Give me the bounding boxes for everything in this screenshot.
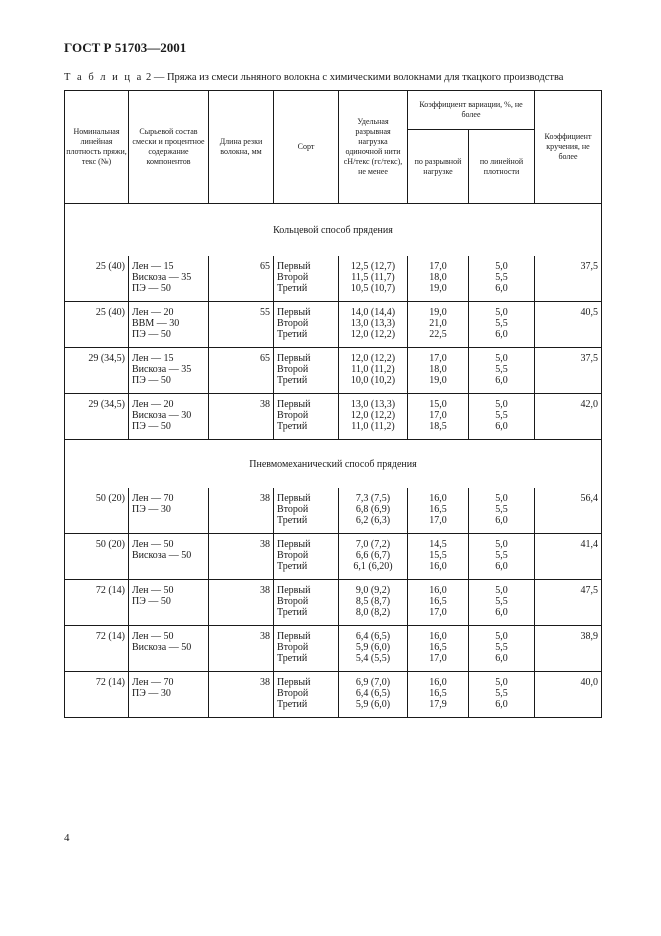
cell-composition bbox=[129, 256, 209, 302]
cell-grade-line: Второй bbox=[277, 642, 309, 653]
cell-variation-load-line: 17,0 bbox=[429, 607, 447, 618]
cell-grade-line: Третий bbox=[277, 375, 308, 386]
cell-composition-line: ПЭ — 50 bbox=[132, 375, 171, 386]
cell-variation-load-line: 16,5 bbox=[429, 596, 447, 607]
cell-strength bbox=[339, 580, 408, 626]
cell-variation-density-line: 5,5 bbox=[495, 642, 508, 653]
cell-variation-load-line: 15,5 bbox=[429, 550, 447, 561]
cell-composition bbox=[129, 626, 209, 672]
cell-composition-line: Лен — 20 bbox=[132, 307, 174, 318]
cell-density: 29 (34,5) bbox=[65, 348, 129, 394]
cell-composition-line: Вискоза — 30 bbox=[132, 410, 192, 421]
cell-grade-line: Третий bbox=[277, 515, 308, 526]
cell-grade-line: Третий bbox=[277, 421, 308, 432]
cell-variation-density-line: 5,0 bbox=[495, 399, 508, 410]
cell-variation-density-line: 5,5 bbox=[495, 688, 508, 699]
cell-variation-load-line: 18,0 bbox=[429, 272, 447, 283]
cell-composition bbox=[129, 348, 209, 394]
cell-variation-load bbox=[408, 348, 469, 394]
cell-variation-density bbox=[469, 348, 535, 394]
cell-composition-line: ПЭ — 30 bbox=[132, 504, 171, 515]
cell-strength-line: 9,0 (9,2) bbox=[355, 585, 391, 596]
cell-variation-load bbox=[408, 672, 469, 718]
cell-strength bbox=[339, 672, 408, 718]
cell-variation-density bbox=[469, 534, 535, 580]
cell-variation-density-line: 6,0 bbox=[495, 329, 508, 340]
section-title: Пневмомеханический способ прядения bbox=[65, 440, 602, 489]
cell-variation-load-line: 16,0 bbox=[429, 631, 447, 642]
header-composition: Сырьевой состав смески и процентное содержание компонентов bbox=[129, 91, 209, 204]
table-body bbox=[65, 204, 602, 718]
cell-composition-line: Лен — 15 bbox=[132, 353, 174, 364]
cell-variation-density-line: 5,5 bbox=[495, 364, 508, 375]
cell-grade-line: Второй bbox=[277, 272, 309, 283]
cell-twist: 37,5 bbox=[535, 256, 602, 302]
cell-composition-line: Лен — 20 bbox=[132, 399, 174, 410]
cell-strength-line: 8,5 (8,7) bbox=[355, 596, 391, 607]
header-grade: Сорт bbox=[274, 91, 339, 204]
cell-variation-load-line: 14,5 bbox=[429, 539, 447, 550]
cell-grade bbox=[274, 626, 339, 672]
cell-grade bbox=[274, 394, 339, 440]
cell-variation-density bbox=[469, 626, 535, 672]
cell-grade bbox=[274, 348, 339, 394]
cell-strength-line: 6,2 (6,3) bbox=[355, 515, 391, 526]
cell-variation-density-line: 6,0 bbox=[495, 283, 508, 294]
cell-composition-line: Вискоза — 50 bbox=[132, 550, 192, 561]
cell-composition-line: Лен — 50 bbox=[132, 585, 174, 596]
cell-variation-density-line: 6,0 bbox=[495, 607, 508, 618]
table-caption bbox=[64, 72, 563, 83]
cell-variation-load-line: 19,0 bbox=[429, 375, 447, 386]
cell-strength-line: 11,5 (11,7) bbox=[351, 272, 395, 283]
cell-composition-line: Вискоза — 35 bbox=[132, 272, 192, 283]
cell-grade-line: Третий bbox=[277, 329, 308, 340]
cell-variation-density-line: 6,0 bbox=[495, 561, 508, 572]
cell-variation-load-line: 17,0 bbox=[429, 261, 447, 272]
cell-density: 25 (40) bbox=[65, 256, 129, 302]
cell-grade-line: Третий bbox=[277, 653, 308, 664]
cell-variation-density bbox=[469, 302, 535, 348]
yarn-spec-table bbox=[64, 90, 602, 718]
cell-cut-length: 55 bbox=[209, 302, 274, 348]
cell-cut-length: 38 bbox=[209, 626, 274, 672]
cell-strength-line: 11,0 (11,2) bbox=[351, 364, 395, 375]
header-density: Номинальная линейная плотность пряжи, текс (№) bbox=[65, 91, 129, 204]
cell-variation-density-line: 5,5 bbox=[495, 272, 508, 283]
cell-variation-load-line: 16,0 bbox=[429, 493, 447, 504]
header-twist: Коэффициент кручения, не более bbox=[535, 91, 602, 204]
cell-composition bbox=[129, 580, 209, 626]
cell-variation-load-line: 21,0 bbox=[429, 318, 447, 329]
cell-cut-length: 65 bbox=[209, 256, 274, 302]
cell-variation-load-line: 17,0 bbox=[429, 410, 447, 421]
cell-grade-line: Первый bbox=[277, 261, 311, 272]
cell-grade-line: Первый bbox=[277, 399, 311, 410]
cell-strength-line: 13,0 (13,3) bbox=[350, 318, 396, 329]
cell-twist: 56,4 bbox=[535, 488, 602, 534]
cell-variation-density-line: 6,0 bbox=[495, 421, 508, 432]
cell-density: 25 (40) bbox=[65, 302, 129, 348]
cell-grade-line: Первый bbox=[277, 539, 311, 550]
cell-cut-length: 38 bbox=[209, 534, 274, 580]
cell-composition-line: ПЭ — 50 bbox=[132, 421, 171, 432]
cell-variation-density-line: 5,0 bbox=[495, 631, 508, 642]
cell-strength-line: 12,5 (12,7) bbox=[350, 261, 396, 272]
cell-variation-load bbox=[408, 394, 469, 440]
cell-variation-load-line: 17,0 bbox=[429, 653, 447, 664]
cell-composition-line: Лен — 70 bbox=[132, 493, 174, 504]
cell-cut-length: 65 bbox=[209, 348, 274, 394]
cell-strength-line: 5,4 (5,5) bbox=[355, 653, 391, 664]
cell-composition bbox=[129, 394, 209, 440]
cell-strength-line: 12,0 (12,2) bbox=[350, 410, 396, 421]
cell-variation-load-line: 17,9 bbox=[429, 699, 447, 710]
cell-strength-line: 12,0 (12,2) bbox=[350, 353, 396, 364]
section-title: Кольцевой способ прядения bbox=[65, 204, 602, 257]
cell-grade bbox=[274, 256, 339, 302]
cell-strength bbox=[339, 488, 408, 534]
cell-grade-line: Второй bbox=[277, 364, 309, 375]
cell-composition-line: ВВМ — 30 bbox=[132, 318, 180, 329]
cell-strength-line: 10,0 (10,2) bbox=[350, 375, 396, 386]
table-row bbox=[65, 488, 602, 534]
cell-strength-line: 11,0 (11,2) bbox=[351, 421, 395, 432]
cell-grade bbox=[274, 302, 339, 348]
cell-composition-line: ПЭ — 30 bbox=[132, 688, 171, 699]
cell-composition-line: Лен — 50 bbox=[132, 631, 174, 642]
cell-variation-density-line: 5,5 bbox=[495, 318, 508, 329]
cell-variation-load-line: 16,0 bbox=[429, 585, 447, 596]
cell-variation-density bbox=[469, 256, 535, 302]
cell-composition-line: Вискоза — 35 bbox=[132, 364, 192, 375]
table-row bbox=[65, 256, 602, 302]
header-variation-group: Коэффициент вариации, %, не более bbox=[408, 91, 535, 130]
table-caption-prefix: Т а б л и ц а bbox=[64, 72, 144, 83]
cell-composition-line: Лен — 15 bbox=[132, 261, 174, 272]
cell-variation-load-line: 22,5 bbox=[429, 329, 447, 340]
cell-variation-load-line: 17,0 bbox=[429, 353, 447, 364]
cell-grade-line: Первый bbox=[277, 307, 311, 318]
cell-composition-line: Лен — 70 bbox=[132, 677, 174, 688]
cell-grade-line: Второй bbox=[277, 410, 309, 421]
cell-variation-density bbox=[469, 672, 535, 718]
cell-variation-density-line: 5,0 bbox=[495, 585, 508, 596]
cell-composition bbox=[129, 534, 209, 580]
cell-density: 72 (14) bbox=[65, 672, 129, 718]
table-row bbox=[65, 580, 602, 626]
cell-grade bbox=[274, 534, 339, 580]
cell-grade-line: Второй bbox=[277, 596, 309, 607]
cell-strength-line: 6,8 (6,9) bbox=[355, 504, 391, 515]
cell-strength-line: 5,9 (6,0) bbox=[355, 699, 391, 710]
table-row bbox=[65, 672, 602, 718]
cell-variation-density-line: 6,0 bbox=[495, 515, 508, 526]
cell-variation-density-line: 6,0 bbox=[495, 653, 508, 664]
cell-strength-line: 6,6 (6,7) bbox=[355, 550, 391, 561]
cell-composition bbox=[129, 488, 209, 534]
table-caption-text: 2 — Пряжа из смеси льняного волокна с химическими волокнами для ткацкого производства bbox=[143, 72, 564, 83]
cell-grade-line: Первый bbox=[277, 353, 311, 364]
cell-variation-load bbox=[408, 580, 469, 626]
cell-strength bbox=[339, 302, 408, 348]
cell-variation-density-line: 6,0 bbox=[495, 699, 508, 710]
cell-twist: 40,0 bbox=[535, 672, 602, 718]
cell-strength bbox=[339, 534, 408, 580]
cell-strength-line: 8,0 (8,2) bbox=[355, 607, 391, 618]
cell-strength-line: 7,3 (7,5) bbox=[355, 493, 391, 504]
cell-strength-line: 14,0 (14,4) bbox=[350, 307, 396, 318]
cell-grade-line: Первый bbox=[277, 493, 311, 504]
cell-composition bbox=[129, 302, 209, 348]
cell-strength bbox=[339, 348, 408, 394]
header-strength: Удельная разрывная нагрузка одиночной нити сН/текс (гс/текс), не менее bbox=[339, 91, 408, 204]
cell-strength-line: 6,9 (7,0) bbox=[355, 677, 391, 688]
cell-variation-load-line: 16,5 bbox=[429, 504, 447, 515]
cell-cut-length: 38 bbox=[209, 580, 274, 626]
cell-grade-line: Первый bbox=[277, 631, 311, 642]
cell-variation-density-line: 5,5 bbox=[495, 410, 508, 421]
cell-variation-density-line: 5,0 bbox=[495, 353, 508, 364]
cell-strength-line: 6,1 (6,20) bbox=[353, 561, 393, 572]
cell-composition-line: Вискоза — 50 bbox=[132, 642, 192, 653]
cell-grade-line: Второй bbox=[277, 504, 309, 515]
cell-grade-line: Третий bbox=[277, 607, 308, 618]
cell-grade-line: Третий bbox=[277, 699, 308, 710]
cell-twist: 41,4 bbox=[535, 534, 602, 580]
cell-grade-line: Первый bbox=[277, 585, 311, 596]
cell-composition-line: ПЭ — 50 bbox=[132, 329, 171, 340]
cell-grade bbox=[274, 672, 339, 718]
cell-variation-load-line: 16,0 bbox=[429, 561, 447, 572]
cell-density: 50 (20) bbox=[65, 534, 129, 580]
cell-density: 72 (14) bbox=[65, 580, 129, 626]
cell-grade-line: Первый bbox=[277, 677, 311, 688]
header-variation-density: по линейной плотности bbox=[469, 130, 535, 204]
cell-twist: 37,5 bbox=[535, 348, 602, 394]
cell-density: 50 (20) bbox=[65, 488, 129, 534]
document-standard-title: ГОСТ Р 51703—2001 bbox=[64, 40, 187, 55]
header-cut-length: Длина резки волокна, мм bbox=[209, 91, 274, 204]
cell-variation-density-line: 5,0 bbox=[495, 307, 508, 318]
page-number: 4 bbox=[64, 832, 70, 844]
cell-grade-line: Второй bbox=[277, 688, 309, 699]
cell-variation-load-line: 15,0 bbox=[429, 399, 447, 410]
cell-variation-load bbox=[408, 534, 469, 580]
cell-variation-density bbox=[469, 394, 535, 440]
cell-strength-line: 5,9 (6,0) bbox=[355, 642, 391, 653]
cell-variation-load bbox=[408, 256, 469, 302]
cell-strength bbox=[339, 256, 408, 302]
cell-variation-density-line: 5,0 bbox=[495, 493, 508, 504]
cell-variation-density-line: 5,0 bbox=[495, 677, 508, 688]
cell-strength-line: 10,5 (10,7) bbox=[350, 283, 396, 294]
cell-cut-length: 38 bbox=[209, 394, 274, 440]
cell-variation-density-line: 5,5 bbox=[495, 504, 508, 515]
cell-strength bbox=[339, 626, 408, 672]
table-row bbox=[65, 302, 602, 348]
cell-variation-load-line: 16,5 bbox=[429, 642, 447, 653]
cell-grade-line: Второй bbox=[277, 550, 309, 561]
cell-variation-load-line: 19,0 bbox=[429, 283, 447, 294]
cell-strength-line: 7,0 (7,2) bbox=[355, 539, 391, 550]
table-row bbox=[65, 534, 602, 580]
cell-variation-load bbox=[408, 626, 469, 672]
cell-variation-load bbox=[408, 302, 469, 348]
cell-grade bbox=[274, 580, 339, 626]
table-row bbox=[65, 348, 602, 394]
cell-variation-load-line: 19,0 bbox=[429, 307, 447, 318]
header-variation-load: по разрывной нагрузке bbox=[408, 130, 469, 204]
cell-variation-density-line: 5,0 bbox=[495, 261, 508, 272]
cell-composition-line: ПЭ — 50 bbox=[132, 596, 171, 607]
cell-strength bbox=[339, 394, 408, 440]
cell-density: 29 (34,5) bbox=[65, 394, 129, 440]
cell-grade-line: Второй bbox=[277, 318, 309, 329]
cell-variation-load-line: 18,0 bbox=[429, 364, 447, 375]
cell-strength-line: 12,0 (12,2) bbox=[350, 329, 396, 340]
cell-strength-line: 13,0 (13,3) bbox=[350, 399, 396, 410]
cell-variation-density-line: 5,0 bbox=[495, 539, 508, 550]
cell-strength-line: 6,4 (6,5) bbox=[355, 688, 391, 699]
cell-cut-length: 38 bbox=[209, 488, 274, 534]
cell-variation-load-line: 16,5 bbox=[429, 688, 447, 699]
cell-variation-load-line: 18,5 bbox=[429, 421, 447, 432]
cell-variation-load-line: 16,0 bbox=[429, 677, 447, 688]
cell-density: 72 (14) bbox=[65, 626, 129, 672]
cell-variation-density bbox=[469, 488, 535, 534]
cell-grade bbox=[274, 488, 339, 534]
cell-grade-line: Третий bbox=[277, 561, 308, 572]
cell-variation-density-line: 6,0 bbox=[495, 375, 508, 386]
cell-twist: 38,9 bbox=[535, 626, 602, 672]
cell-variation-density-line: 5,5 bbox=[495, 596, 508, 607]
table-row bbox=[65, 394, 602, 440]
cell-composition bbox=[129, 672, 209, 718]
table-row bbox=[65, 626, 602, 672]
cell-composition-line: Лен — 50 bbox=[132, 539, 174, 550]
cell-variation-density bbox=[469, 580, 535, 626]
cell-grade-line: Третий bbox=[277, 283, 308, 294]
cell-variation-density-line: 5,5 bbox=[495, 550, 508, 561]
cell-variation-load bbox=[408, 488, 469, 534]
cell-twist: 42,0 bbox=[535, 394, 602, 440]
cell-variation-load-line: 17,0 bbox=[429, 515, 447, 526]
cell-twist: 40,5 bbox=[535, 302, 602, 348]
cell-twist: 47,5 bbox=[535, 580, 602, 626]
cell-composition-line: ПЭ — 50 bbox=[132, 283, 171, 294]
cell-cut-length: 38 bbox=[209, 672, 274, 718]
cell-strength-line: 6,4 (6,5) bbox=[355, 631, 391, 642]
